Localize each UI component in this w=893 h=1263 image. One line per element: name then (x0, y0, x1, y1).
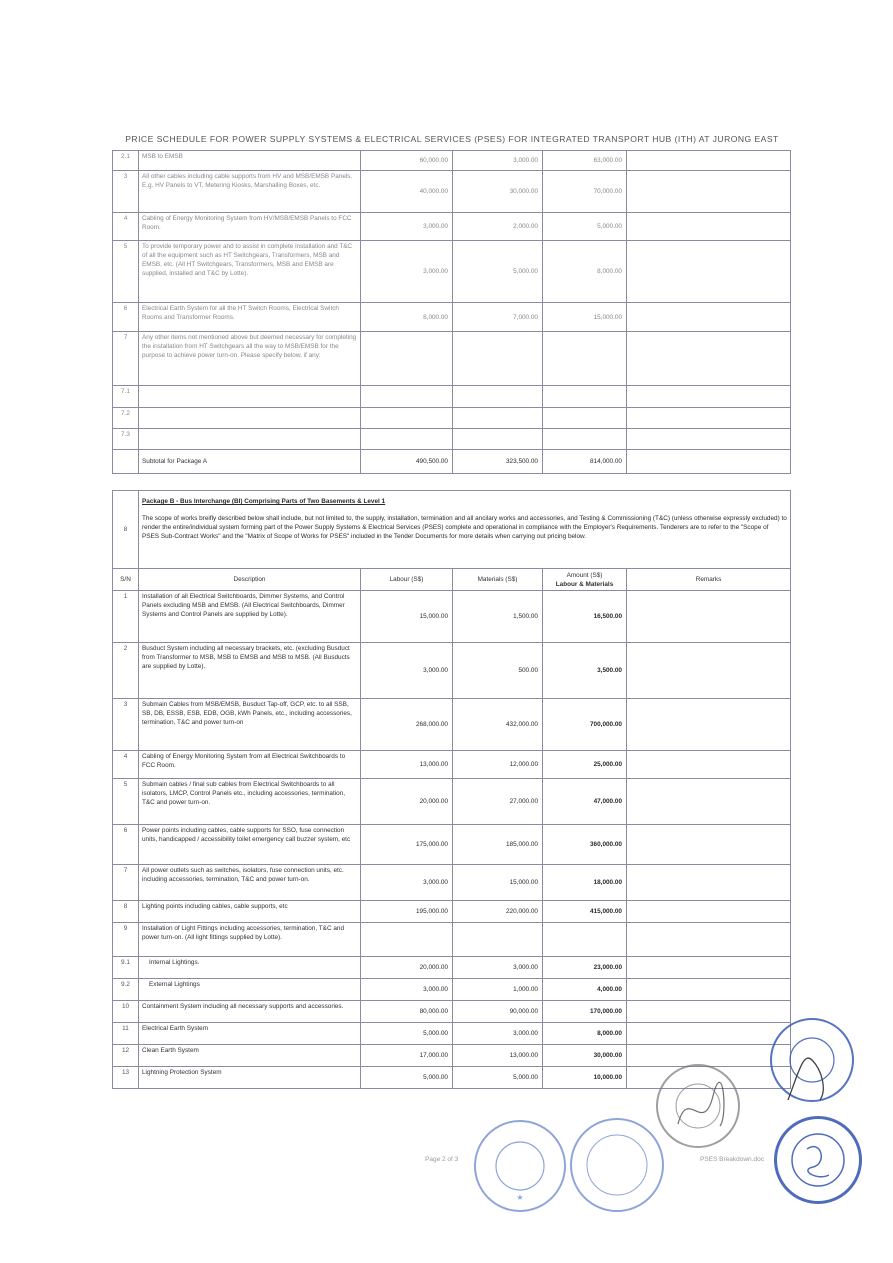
subtotal-row (113, 450, 791, 474)
row-remarks (627, 751, 791, 779)
row-remarks (627, 591, 791, 643)
row-sn: 5 (113, 241, 139, 303)
row-remarks (627, 213, 791, 241)
row-remarks (627, 1023, 791, 1045)
row-sn: 7 (113, 865, 139, 901)
row-description: All other cables including cable supports from HV and MSB/EMSB Panels. E.g. HV Panels to VT, Metering Kiosks, Marshalling Boxes, etc. (139, 171, 361, 213)
row-sn: 11 (113, 1023, 139, 1045)
row-labour: 15,000.00 (361, 591, 453, 643)
table-row (113, 901, 791, 923)
row-remarks (627, 699, 791, 751)
row-sn: 9 (113, 923, 139, 957)
row-sn: 1 (113, 591, 139, 643)
row-description: All power outlets such as switches, isolators, fuse connection units, etc. including accessories, termination, T&C and power turn-on. (139, 865, 361, 901)
row-description: External Lightings (139, 979, 361, 1001)
row-materials: 1,500.00 (453, 591, 543, 643)
row-materials (453, 386, 543, 408)
row-labour: 3,000.00 (361, 979, 453, 1001)
table-row (113, 151, 791, 171)
row-materials: 1,000.00 (453, 979, 543, 1001)
table-row (113, 699, 791, 751)
row-description: Installation of all Electrical Switchboards, Dimmer Systems, and Control Panels excluding MSB and EMSB. (All Electrical Switchboards, Dimmer Systems and Control Panels are supplied by Lotte). (139, 591, 361, 643)
row-materials: 432,000.00 (453, 699, 543, 751)
package-b-title: Package B - Bus Interchange (BI) Comprising Parts of Two Basements & Level 1 (142, 498, 386, 505)
table-row (113, 429, 791, 450)
row-labour: 5,000.00 (361, 1067, 453, 1089)
row-remarks (627, 386, 791, 408)
lotte-stamp-right-graphic (777, 1119, 859, 1201)
row-labour: 60,000.00 (361, 151, 453, 171)
bnl-stamp-top-right (770, 1018, 854, 1102)
row-sn: 7.3 (113, 429, 139, 450)
subtotal-amount: 814,000.00 (543, 450, 627, 474)
signature-graphic (658, 1066, 738, 1146)
table-row (113, 1045, 791, 1067)
row-materials: 3,000.00 (453, 1023, 543, 1045)
table-row (113, 241, 791, 303)
row-materials: 90,000.00 (453, 1001, 543, 1023)
row-description: Submain cables / final sub cables from Electrical Switchboards to all isolators, LMCP, Control Panels etc., including accessories, termination, T&C and power turn-on. (139, 779, 361, 825)
row-amount (543, 923, 627, 957)
row-labour: 20,000.00 (361, 779, 453, 825)
package-b-body: The scope of works breifly described below shall include, but not limited to, the supply, installation, termination and all ancilary works and accessories, and Testing & Commissioning (T&C) (unless otherwise expressly excluded) to render the entire/individual system forming part of the Power Supply Systems & Electrical Services (PSES) complete and operational in compliance with the Employer's Requirements. Tenderers are to refer to the "Scope of PSES Sub-Contract Works" and the "Matrix of Scope of Works for PSES" included in the Tender Documents for more details when carrying out pricing below. (142, 515, 787, 540)
row-materials: 3,000.00 (453, 957, 543, 979)
row-description: Any other items not mentioned above but deemed necessary for completing the installation from HT Switchgears all the way to MSB/EMSB for the purpose to achieve power turn-on. Please specify below, if any: (139, 332, 361, 386)
row-sn: 4 (113, 751, 139, 779)
row-description: Power points including cables, cable supports for SSO, fuse connection units, handicapped / accessibility toilet emergency call buzzer system, etc (139, 825, 361, 865)
table-row (113, 1001, 791, 1023)
row-sn: 6 (113, 303, 139, 332)
row-remarks (627, 171, 791, 213)
table-row (113, 979, 791, 1001)
row-amount: 3,500.00 (543, 643, 627, 699)
row-sn: 3 (113, 171, 139, 213)
package-b-sn: 8 (113, 491, 139, 569)
row-remarks (627, 332, 791, 386)
row-remarks (627, 865, 791, 901)
row-description: Busduct System including all necessary brackets, etc. (excluding Busduct from Transformer to MSB, MSB to EMSB and MSB to MSB. (All Busducts are supplied by Lotte). (139, 643, 361, 699)
row-materials: 12,000.00 (453, 751, 543, 779)
header-materials: Materials (S$) (453, 569, 543, 591)
row-description: Submain Cables from MSB/EMSB, Busduct Tap-off, GCP, etc. to all SSB, SB, DB, ESSB, ESB, EDB, OGB, kWh Panels, etc., including accessories, termination, T&C and power turn-on (139, 699, 361, 751)
row-amount: 70,000.00 (543, 171, 627, 213)
row-materials: 5,000.00 (453, 241, 543, 303)
row-labour (361, 386, 453, 408)
row-labour (361, 332, 453, 386)
row-remarks (627, 241, 791, 303)
row-materials: 15,000.00 (453, 865, 543, 901)
row-description: Cabling of Energy Monitoring System from HV/MSB/EMSB Panels to FCC Room. (139, 213, 361, 241)
row-labour: 17,000.00 (361, 1045, 453, 1067)
row-materials: 13,000.00 (453, 1045, 543, 1067)
row-remarks (627, 979, 791, 1001)
row-description (139, 386, 361, 408)
row-description: Clean Earth System (139, 1045, 361, 1067)
row-labour: 40,000.00 (361, 171, 453, 213)
subtotal-remarks (627, 450, 791, 474)
row-description (139, 408, 361, 429)
row-labour: 3,000.00 (361, 643, 453, 699)
svg-text:★: ★ (516, 1193, 524, 1202)
row-remarks (627, 1045, 791, 1067)
lotte-stamp-center (570, 1118, 664, 1212)
subtotal-sn (113, 450, 139, 474)
row-amount: 415,000.00 (543, 901, 627, 923)
header-amount-label: Amount (S$) (566, 571, 603, 579)
bnl-stamp-left-graphic (476, 1122, 564, 1210)
row-materials (453, 408, 543, 429)
row-labour (361, 923, 453, 957)
row-remarks (627, 1001, 791, 1023)
row-materials: 185,000.00 (453, 825, 543, 865)
header-row (113, 569, 791, 591)
row-sn: 12 (113, 1045, 139, 1067)
row-sn: 9.1 (113, 957, 139, 979)
row-amount: 8,000.00 (543, 1023, 627, 1045)
row-sn: 2 (113, 643, 139, 699)
bnl-stamp-right (656, 1064, 740, 1148)
row-materials (453, 332, 543, 386)
row-amount: 15,000.00 (543, 303, 627, 332)
row-amount: 4,000.00 (543, 979, 627, 1001)
document-name: PSES Breakdown.doc (700, 1156, 764, 1163)
package-a-table (112, 150, 791, 474)
table-row (113, 332, 791, 386)
row-sn: 6 (113, 825, 139, 865)
row-sn: 2.1 (113, 151, 139, 171)
page-number: Page 2 of 3 (425, 1156, 459, 1163)
row-remarks (627, 923, 791, 957)
table-row (113, 213, 791, 241)
row-amount: 5,000.00 (543, 213, 627, 241)
row-description: Electrical Earth System (139, 1023, 361, 1045)
row-remarks (627, 825, 791, 865)
row-labour: 195,000.00 (361, 901, 453, 923)
row-materials: 7,000.00 (453, 303, 543, 332)
row-description: Lighting points including cables, cable supports, etc (139, 901, 361, 923)
row-description: Installation of Light Fittings including accessories, termination, T&C and power turn-on. (All light fittings supplied by Lotte). (139, 923, 361, 957)
row-remarks (627, 901, 791, 923)
row-labour: 3,000.00 (361, 865, 453, 901)
row-amount: 10,000.00 (543, 1067, 627, 1089)
row-amount: 8,000.00 (543, 241, 627, 303)
row-description: Lightning Protection System (139, 1067, 361, 1089)
table-row (113, 591, 791, 643)
package-b-description (139, 491, 791, 569)
row-description: Internal Lightings. (139, 957, 361, 979)
row-remarks (627, 643, 791, 699)
package-b-row (113, 491, 791, 569)
row-labour: 8,000.00 (361, 303, 453, 332)
row-sn: 9.2 (113, 979, 139, 1001)
row-sn: 7.2 (113, 408, 139, 429)
row-description: To provide temporary power and to assist in complete installation and T&C of all the equipment such as HT Switchgears, Transformers, MSB and EMSB, etc. (All HT Switchgears, Transformers, MSB and EMSB are supplied, installed and T&C by Lotte). (139, 241, 361, 303)
subtotal-labour: 490,500.00 (361, 450, 453, 474)
row-labour (361, 429, 453, 450)
row-sn: 8 (113, 901, 139, 923)
row-labour (361, 408, 453, 429)
row-description: MSB to EMSB (139, 151, 361, 171)
subtotal-materials: 323,500.00 (453, 450, 543, 474)
row-remarks (627, 957, 791, 979)
row-materials: 30,000.00 (453, 171, 543, 213)
table-row (113, 825, 791, 865)
header-sn: S/N (113, 569, 139, 591)
row-amount: 700,000.00 (543, 699, 627, 751)
row-amount: 47,000.00 (543, 779, 627, 825)
table-row (113, 386, 791, 408)
row-amount: 16,500.00 (543, 591, 627, 643)
table-row (113, 923, 791, 957)
row-labour: 5,000.00 (361, 1023, 453, 1045)
header-description: Description (139, 569, 361, 591)
row-labour: 3,000.00 (361, 241, 453, 303)
table-row (113, 865, 791, 901)
row-amount: 170,000.00 (543, 1001, 627, 1023)
row-amount: 18,000.00 (543, 865, 627, 901)
row-materials: 220,000.00 (453, 901, 543, 923)
row-sn: 10 (113, 1001, 139, 1023)
row-labour: 268,000.00 (361, 699, 453, 751)
table-row (113, 303, 791, 332)
row-amount: 30,000.00 (543, 1045, 627, 1067)
row-labour: 20,000.00 (361, 957, 453, 979)
table-row (113, 751, 791, 779)
row-sn: 13 (113, 1067, 139, 1089)
package-b-table (112, 490, 791, 1089)
row-remarks (627, 408, 791, 429)
table-row (113, 957, 791, 979)
table-row (113, 1023, 791, 1045)
table-row (113, 408, 791, 429)
header-amount-sub: Labour & Materials (555, 580, 614, 588)
row-labour: 3,000.00 (361, 213, 453, 241)
row-materials (453, 923, 543, 957)
row-amount (543, 429, 627, 450)
table-row (113, 643, 791, 699)
row-labour: 175,000.00 (361, 825, 453, 865)
row-description (139, 429, 361, 450)
header-amount (543, 569, 627, 591)
row-remarks (627, 429, 791, 450)
row-materials: 500.00 (453, 643, 543, 699)
row-materials: 3,000.00 (453, 151, 543, 171)
row-materials: 5,000.00 (453, 1067, 543, 1089)
row-description: Containment System including all necessary supports and accessories. (139, 1001, 361, 1023)
table-row (113, 171, 791, 213)
row-materials (453, 429, 543, 450)
bnl-stamp-left (474, 1120, 566, 1212)
row-materials: 27,000.00 (453, 779, 543, 825)
header-remarks: Remarks (627, 569, 791, 591)
row-amount: 360,000.00 (543, 825, 627, 865)
row-remarks (627, 779, 791, 825)
lotte-stamp-center-graphic (572, 1120, 662, 1210)
row-description: Cabling of Energy Monitoring System from all Electrical Switchboards to FCC Room. (139, 751, 361, 779)
row-labour: 13,000.00 (361, 751, 453, 779)
page-title: PRICE SCHEDULE FOR POWER SUPPLY SYSTEMS & ELECTRICAL SERVICES (PSES) FOR INTEGRATED TRANSPORT HUB (ITH) AT JURONG EAST (125, 134, 779, 144)
row-remarks (627, 303, 791, 332)
row-amount (543, 386, 627, 408)
row-sn: 3 (113, 699, 139, 751)
row-sn: 5 (113, 779, 139, 825)
row-amount (543, 408, 627, 429)
table-row (113, 779, 791, 825)
row-remarks (627, 151, 791, 171)
row-description: Electrical Earth System for all the HT Switch Rooms, Electrical Switch Rooms and Transformer Rooms. (139, 303, 361, 332)
row-amount: 63,000.00 (543, 151, 627, 171)
row-sn: 7.1 (113, 386, 139, 408)
header-labour: Labour (S$) (361, 569, 453, 591)
row-amount (543, 332, 627, 386)
subtotal-label: Subtotal for Package A (139, 450, 361, 474)
row-sn: 7 (113, 332, 139, 386)
signature-top-right-graphic (772, 1020, 852, 1100)
row-materials: 2,000.00 (453, 213, 543, 241)
row-labour: 80,000.00 (361, 1001, 453, 1023)
row-amount: 25,000.00 (543, 751, 627, 779)
lotte-stamp-right (774, 1116, 862, 1204)
row-amount: 23,000.00 (543, 957, 627, 979)
row-sn: 4 (113, 213, 139, 241)
